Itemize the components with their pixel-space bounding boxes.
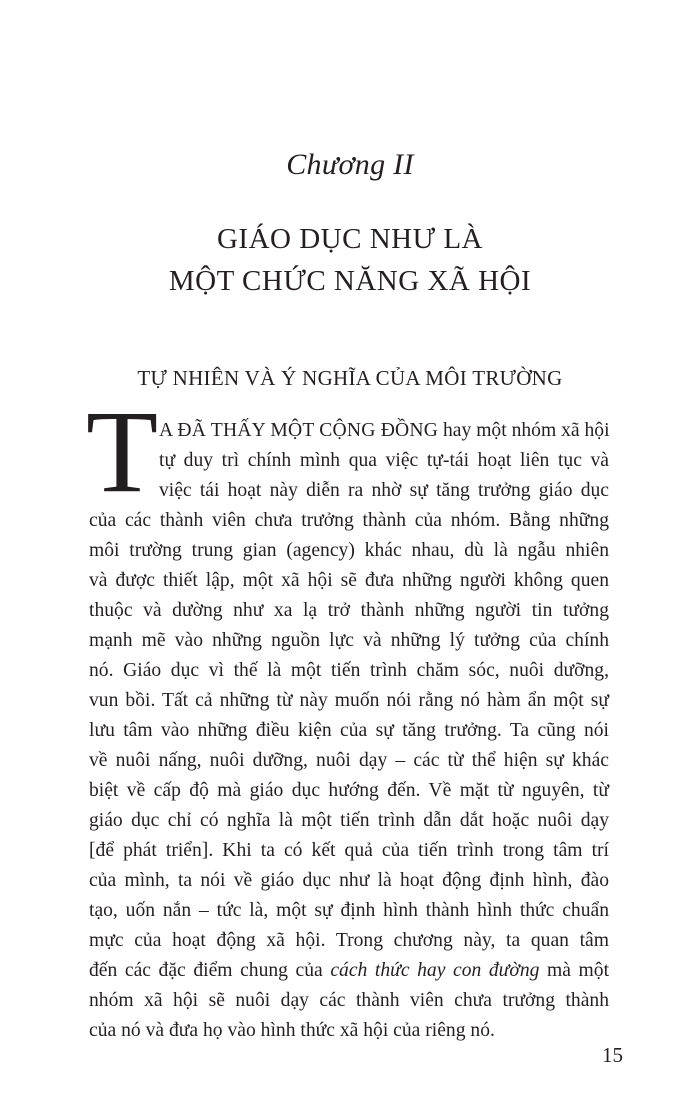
text-line: về nuôi nấng, nuôi dưỡng, nuôi dạy – các từ thể hiện sự khác (89, 750, 609, 771)
text-fragment: hay một nhóm xã hội (438, 420, 610, 441)
text-line: việc tái hoạt này diễn ra nhờ sự tăng trưởng giáo dục (159, 480, 609, 501)
text-line: môi trường trung gian (agency) khác nhau, dù là ngẫu nhiên (89, 540, 609, 561)
chapter-title-line-2: MỘT CHỨC NĂNG XÃ HỘI (168, 265, 532, 297)
text-line (89, 956, 609, 986)
text-line: thuộc và dường như xa lạ trở thành những người tin tưởng (89, 600, 609, 621)
text-fragment: đến các đặc điểm chung của (89, 960, 331, 981)
body-paragraph (89, 416, 609, 1046)
chapter-title-line-1: GIÁO DỤC NHƯ LÀ (216, 223, 483, 255)
text-line: giáo dục chỉ có nghĩa là một tiến trình dẫn dắt hoặc nuôi dạy (89, 810, 609, 831)
text-line (89, 416, 609, 446)
text-line: tự duy trì chính mình qua việc tự-tái hoạt liên tục và (159, 450, 609, 471)
text-line: tạo, uốn nắn – tức là, một sự định hình thành hình thức chuẩn (89, 900, 609, 921)
section-heading: TỰ NHIÊN VÀ Ý NGHĨA CỦA MÔI TRƯỜNG (137, 366, 563, 390)
text-fragment: mà một (539, 960, 610, 981)
text-line: biệt về cấp độ mà giáo dục hướng đến. Về mặt từ nguyên, từ (89, 780, 609, 801)
emphasized-phrase: cách thức hay con đường (330, 960, 540, 981)
drop-cap: T (86, 386, 159, 517)
text-line: mực của hoạt động xã hội. Trong chương này, ta quan tâm (89, 930, 609, 951)
chapter-title (0, 218, 700, 302)
text-line: nó. Giáo dục vì thế là một tiến trình chăm sóc, nuôi dưỡng, (89, 660, 609, 681)
text-line: vun bồi. Tất cả những từ này muốn nói rằng nó hàm ẩn một sự (89, 690, 609, 711)
page-number: 15 (602, 1043, 623, 1067)
text-line: của nó và đưa họ vào hình thức xã hội của riêng nó. (89, 1020, 495, 1041)
opening-caps: A ĐÃ THẤY MỘT CỘNG ĐỒNG (159, 420, 439, 441)
chapter-label: Chương II (286, 148, 414, 181)
text-line: [để phát triển]. Khi ta có kết quả của tiến trình trong tâm trí (89, 840, 609, 861)
text-line: của mình, ta nói về giáo dục như là hoạt động định hình, đào (89, 870, 609, 891)
text-line: nhóm xã hội sẽ nuôi dạy các thành viên chưa trưởng thành (89, 990, 609, 1011)
text-line: mạnh mẽ vào những nguồn lực và những lý tưởng của chính (89, 630, 609, 651)
text-line: và được thiết lập, một xã hội sẽ đưa những người không quen (89, 570, 609, 591)
text-line: lưu tâm vào những điều kiện của sự tăng trưởng. Ta cũng nói (89, 720, 609, 741)
text-line: của các thành viên chưa trưởng thành của nhóm. Bằng những (89, 510, 609, 531)
